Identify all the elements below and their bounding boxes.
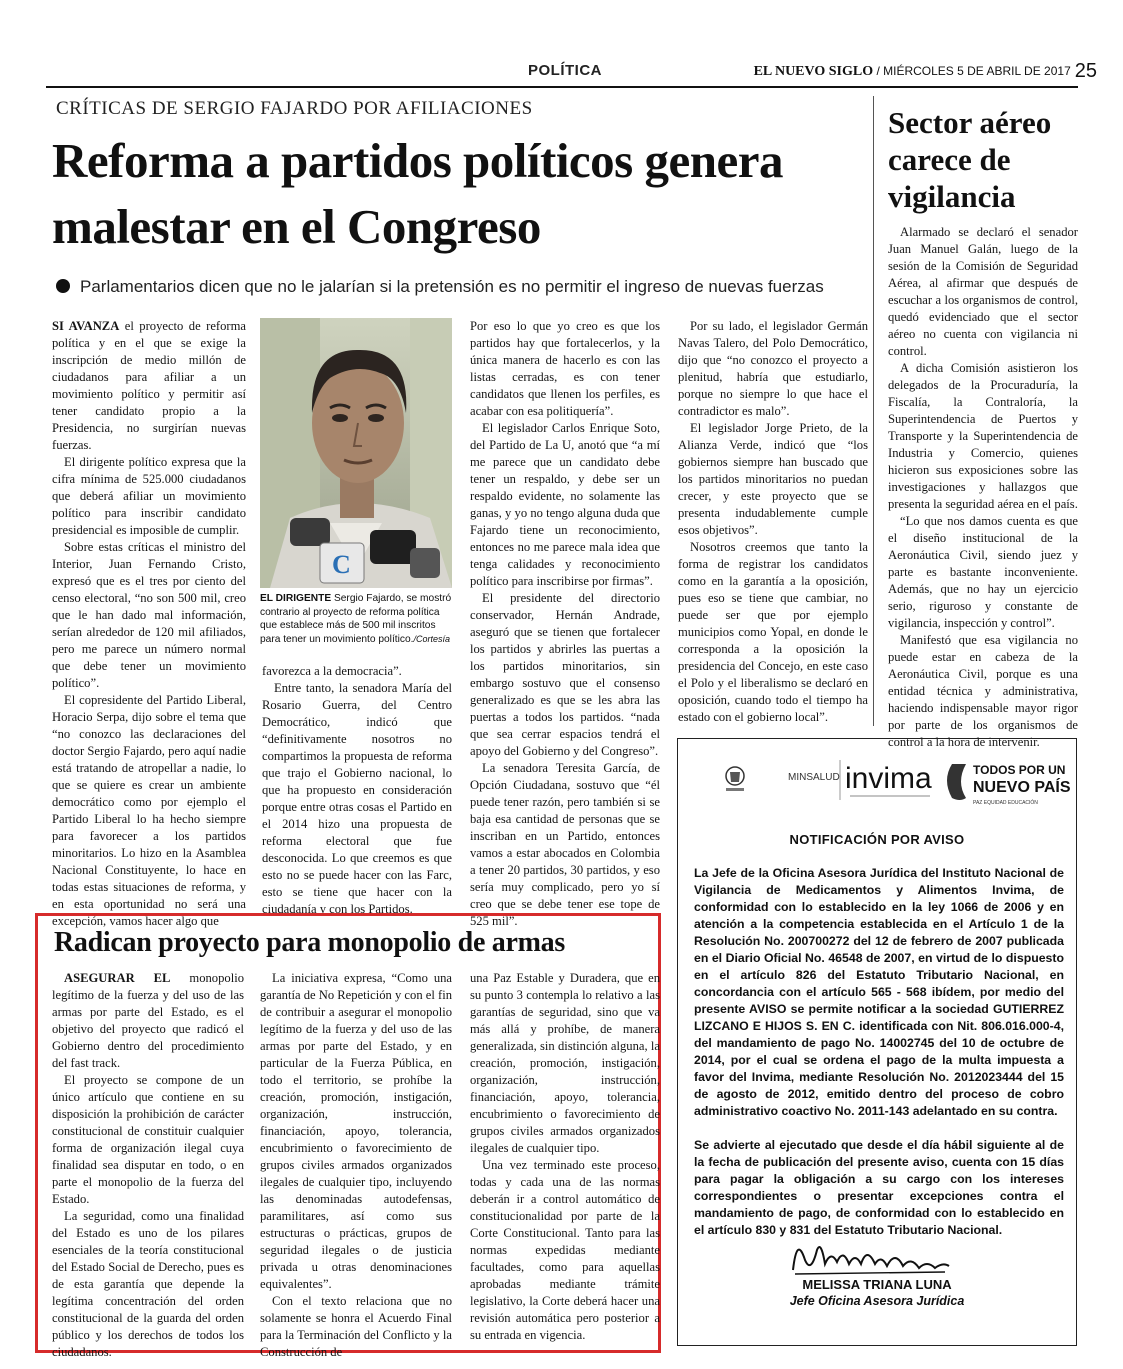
article-lead: SI AVANZA (52, 319, 120, 333)
box-column-1 (52, 970, 244, 1361)
notice-logos (690, 752, 1070, 812)
photo-caption (260, 592, 452, 646)
bullet-icon (56, 279, 70, 293)
page-number: 25 (1074, 60, 1097, 82)
issue-date: / MIÉRCOLES 5 DE ABRIL DE 2017 (873, 64, 1071, 78)
box-paragraph: Una vez terminado este proceso, todas y cada una de las normas deberán ir a control automático de constitucionalidad por parte de la Corte Constitucional. Tanto para las normas expedidas mediante facultades, como para aquellas aprobadas mediante trámite legislativo, la Corte deberá hacer una revisión automática pero posterior a su entrada en vigencia. (470, 1158, 660, 1342)
box-paragraph: una Paz Estable y Duradera, que en su punto 3 contempla lo relativo a las garantías de seguridad, sino que va más allá y prohíbe, de manera generalizada, sin distinción alguna, la creación, promoción, instigación, organización, instrucción, financiación, apoyo, tolerancia, encubrimiento o favorecimiento de grupos civiles armados organizados ilegales de cualquier tipo. (470, 971, 660, 1155)
box-headline: Radican proyecto para monopolio de armas (54, 927, 565, 958)
caption-label: EL DIRIGENTE (260, 593, 332, 604)
sidebar-column (888, 224, 1078, 751)
article-paragraph: El legislador Carlos Enrique Soto, del Partido de La U, anotó que “a mí me parece que un candidato debe tener un respaldo, y debe ser un respaldo evidente, no solamente las ganas, y yo no tengo alguna duda que Fajardo tiene un reconocimiento, entonces no me parece mala idea que tenga calidades y reconocimiento político para inscribirse por firmas”. (470, 421, 660, 588)
subhead-text: Parlamentarios dicen que no le jalarían si la pretensión es no permitir el ingreso de nuevas fuerzas (80, 277, 824, 296)
article-paragraph: SI AVANZA el proyecto de reforma política y en el que se exige la inscripción de medio millón de ciudadanos para afiliar a un movimiento político y permitir así tener candidato propio a la Presidencia, no surgirían nuevas fuerzas. (52, 319, 247, 452)
photo-credit: /Cortesía (413, 633, 450, 644)
article-paragraph: El copresidente del Partido Liberal, Horacio Serpa, dijo sobre el tema que “no conozco las declaraciones del doctor Sergio Fajardo, pero aquí nadie está tratando de atropellar a nadie, lo que se quiere es crear un ambiente democrático como por ejemplo el Partido Liberal lo ha hecho siempre para favorecer a los partidos minoritarios. Lo hizo en la Asamblea Nacional Constituyente, lo hace en todas estas situaciones de reforma, y en esta oportunidad no será una excepción, vamos hacer algo que (52, 693, 246, 928)
section-label: POLÍTICA (528, 62, 602, 79)
signer-name: MELISSA TRIANA LUNA (802, 1277, 952, 1292)
slogan-line-1: TODOS POR UN (973, 763, 1066, 777)
notice-paragraph: Se advierte al ejecutado que desde el día hábil siguiente al de la fecha de publicación del presente aviso, cuenta con 15 días para pagar la obligación a su cargo con los intereses correspondientes o presentar excepciones contra el mandamiento de pago, de conformidad con lo establecido en el artículo 830 y 831 del Estatuto Tributario Nacional. (694, 1138, 1064, 1237)
notice-paragraph: La Jefe de la Oficina Asesora Jurídica del Instituto Nacional de Vigilancia de Medicamentos y Alimentos Invima, de conformidad con lo establecido en la ley 1066 de 2006 y en atención a la competencia establecida en el Artículo 1 de la Resolución No. 200700272 del 12 de febrero de 2007 publicada en el Diario Oficial No. 46548 de 2007, en virtud de lo dispuesto en el artículo 826 del Estatuto Tributario Nacional, en concordancia con el artículo 565 - 568 ibídem, por medio del presente AVISO se permite notificar a la sociedad GUTIERREZ LIZCANO E HIJOS S. EN C. identificada con Nit. 806.016.000-4, del mandamiento de pago No. 14002745 del 10 de octubre de 2014, por el cual se ordena el pago de la multa impuesta a favor del Invima, mediante Resolución No. 2012023444 del 15 de agosto de 2012, emitido dentro del proceso de cobro administrativo coactivo No. 2011-143 adelantado en su contra. (694, 866, 1064, 1118)
box-paragraph: La iniciativa expresa, “Como una garantía de No Repetición y con el fin de contribuir a asegurar el monopolio legítimo de la fuerza y del uso de las armas por parte del Estado, y en particular de la Fuerza Pública, en todo el territorio, se prohíbe la creación, promoción, instigación, organización, instrucción, financiación, apoyo, tolerancia, encubrimiento o favorecimiento de grupos civiles armados organizados ilegales de cualquier tipo, incluyendo las denominadas autodefensas, paramilitares, así como sus estructuras o prácticas, grupos de seguridad ilegales o de justicia privada u otras denominaciones equivalentes”. (260, 971, 452, 1291)
box-column-3 (470, 970, 660, 1344)
column-divider (873, 96, 874, 726)
caption-text: Sergio Fajardo, se mostró contrario al proyecto de reforma política que establece más de 500 mil inscritos para tener un movimiento político. (260, 593, 452, 645)
article-headline: Reforma a partidos políticos genera malestar en el Congreso (52, 133, 783, 254)
article-paragraph: La senadora Teresita García, de Opción Ciudadana, sostuvo que “él puede tener razón, pero también si se baja esa cantidad de personas que se inscriban en un Partido, entonces vamos a estar abocados en Colombia a tener 20 partidos, 30 partidos, y eso sería muy complicado, pero yo sí creo que se debe tener ese tope de 525 mil”. (470, 761, 660, 928)
article-paragraph: Entre tanto, la senadora María del Rosario Guerra, del Centro Democrático, indicó que “definitivamente nosotros no compartimos la propuesta de reforma que trajo el Gobierno nacional, lo que ha propuesto en consideración porque entre otras cosas el Partido en el 2014 hizo una propuesta de reforma electoral que fue desconocida. Lo que creemos es que esto no se puede hacer con las Farc, esto se tiene que hacer con la ciudadanía y con los Partidos. (262, 681, 452, 916)
box-paragraph: El proyecto se compone de un único artículo que contiene en su disposición la prohibición de carácter constitucional de constituir cualquier forma de organización ilegal cuya finalidad sea disputar en todo, o en parte el monopolio de la fuerza del Estado. (52, 1073, 244, 1206)
sidebar-paragraph: Alarmado se declaró el senador Juan Manuel Galán, luego de la sesión de la Comisión de Seguridad Aérea, al afirmar que después de escuchar a los organismos de control, quedó evidenciado que el sector aéreo no cuenta con vigilancia ni control. (888, 225, 1078, 358)
sidebar-paragraph: A dicha Comisión asistieron los delegados de la Procuraduría, la Fiscalía, la Contraloría, la Superintendencia de Puertos y Transporte y la Superintendencia de Industria y Comercio, quienes hicieron sus exposiciones sobre las investigaciones y hallazgos que presenta la seguridad aérea en el país. (888, 361, 1078, 511)
minsalud-label: MINSALUD (788, 772, 840, 783)
notice-title: NOTIFICACIÓN POR AVISO (789, 832, 965, 847)
article-column-2 (262, 663, 452, 918)
article-paragraph: Por eso lo que yo creo es que los partidos hay que fortalecerlos, y la única manera de hacerlo es con las listas cerradas, es con tener candidatos que llenen los perfiles, es acabar con esa politiquería”. (470, 319, 660, 418)
todos-por-un-nuevo-pais-icon (947, 764, 966, 800)
article-paragraph: Sobre estas críticas el ministro del Interior, Juan Fernando Cristo, expresó que es el tres por ciento del censo electoral, “no son 500 mil, creo que le han dado mal información, serían alrededor de 120 mil afiliados, pero me parece un número normal que debe tener un movimiento político”. (52, 540, 246, 690)
invima-logo-icon (845, 762, 932, 796)
article-column-3 (470, 318, 660, 930)
article-kicker: CRÍTICAS DE SERGIO FAJARDO POR AFILIACIONES (56, 98, 533, 119)
newspaper-name: EL NUEVO SIGLO (753, 64, 874, 79)
article-column-1 (52, 318, 246, 930)
sidebar-paragraph: “Lo que nos damos cuenta es que el diseño institucional de la Aeronáutica Civil, siendo juez y parte es bastante inconveniente. Además, que no hay un ejercicio serio, riguroso y constante de vigilancia, inspección y control”. (888, 514, 1078, 630)
invima-wordmark: invima (845, 762, 932, 795)
slogan-line-2: NUEVO PAÍS (973, 779, 1070, 796)
colombia-shield-icon (726, 767, 744, 791)
box-paragraph: Con el texto relaciona que no solamente se honra el Acuerdo Final para la Terminación del Conflicto y la Construcción de (260, 1294, 452, 1359)
article-subhead (56, 277, 866, 297)
box-column-2 (260, 970, 452, 1361)
box-paragraph: La seguridad, como una finalidad del Estado es uno de los pilares esenciales de la teoría constitucional del Estado Social de Derecho, pues es de esta garantía que depende la legítima concentración del orden constitucional de la guarda del orden público y los derechos de todos los ciudadanos. (52, 1209, 244, 1359)
article-paragraph: El legislador Jorge Prieto, de la Alianza Verde, indicó que “los gobiernos siempre han buscado que los partidos minoritarios no puedan crecer, y este proyecto que se presenta indudablemente cumple esos objetivos”. (678, 421, 868, 537)
article-paragraph: El dirigente político expresa que la cifra mínima de 525.000 ciudadanos que deberá afiliar un movimiento político para inscribir candidato presidencial es imposible de cumplir. (52, 455, 246, 537)
signer-role: Jefe Oficina Asesora Jurídica (789, 1294, 965, 1308)
box-paragraph: ASEGURAR EL monopolio legítimo de la fuerza y del uso de las armas por parte del Estado, es el objetivo del proyecto que radicó el Gobierno dentro del procedimiento del fast track. (52, 971, 244, 1070)
article-paragraph: favorezca a la democracia”. (262, 664, 402, 678)
svg-text:C: C (332, 550, 351, 579)
sidebar-paragraph: Manifestó que esa vigilancia no puede estar en cabeza de la Aeronáutica Civil, porque es una entidad técnica y administrativa, haciendo indispensable mayor rigor por parte de los organismos de control a la hora de intervenir. (888, 633, 1078, 749)
signer-block (677, 1277, 1077, 1309)
article-paragraph: Nosotros creemos que tanto la forma de registrar los candidatos como en la garantía a la oposición, pues eso se tiene que cambiar, no puede ser que por ejemplo municipios como Yopal, en donde le corresponda a la oposición la presidencia del Concejo, en este caso el Polo y el liberalismo se declaró en oposición, cuando todo el tiempo ha estado con el gobierno local”. (678, 540, 868, 724)
article-column-4 (678, 318, 868, 726)
sidebar-headline: Sector aéreo carece de vigilancia (888, 105, 1052, 214)
slogan-sub: PAZ EQUIDAD EDUCACIÓN (973, 800, 1038, 806)
paper-info (754, 60, 1097, 83)
notice-body (694, 865, 1064, 1256)
article-paragraph: Por su lado, el legislador Germán Navas Talero, del Polo Democrático, dijo que “no conozco el proyecto a plenitud, habría que estudiarlo, porque no siempre lo que hace el contradictor es malo”. (678, 319, 868, 418)
header-rule (46, 86, 1078, 88)
fajardo-photo (260, 318, 452, 588)
box-lead: ASEGURAR EL (64, 971, 171, 985)
handwritten-signature (785, 1230, 955, 1278)
article-paragraph: El presidente del directorio conservador, Hernán Andrade, aseguró que se tienen que fortalecer los partidos y abrirles las puertas a los partidos minoritarios, sin embargo sostuvo que el consenso generalizado es que se les abra las puertas a todos los partidos. “nada que sea cerrar espacios tendrá el apoyo del Gobierno y del Congreso”. (470, 591, 660, 758)
